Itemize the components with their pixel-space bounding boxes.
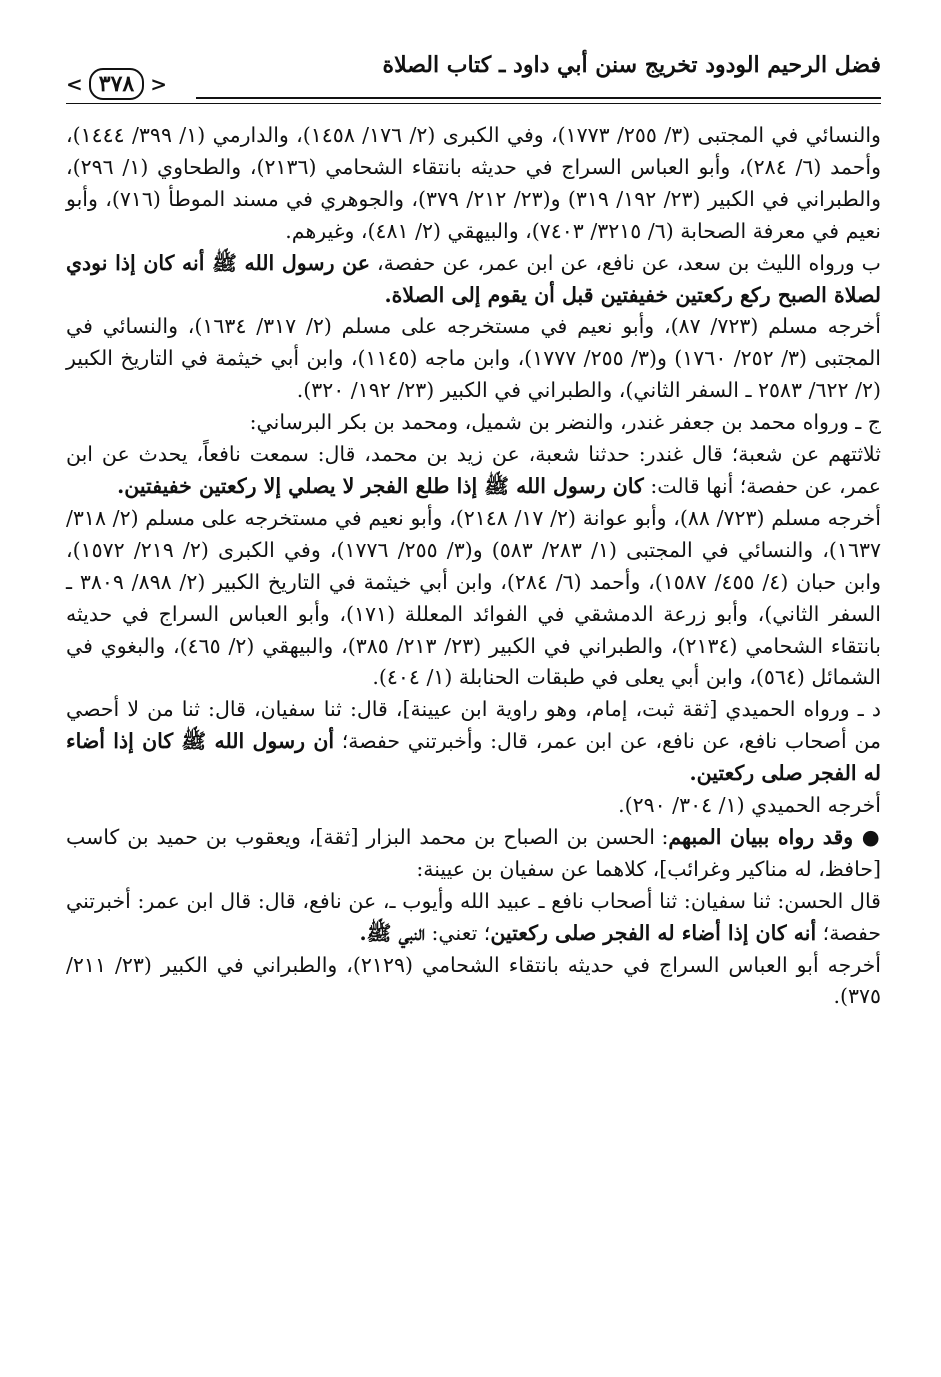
page-header bbox=[66, 52, 881, 102]
paragraph-text: د ـ ورواه الحميدي [ثقة ثبت، إمام، وهو راوية ابن عيينة]، قال: ثنا سفيان، قال: ثنا من لا أحصي من أصحاب نافع، عن نافع، عن ابن عمر، قال: وأخبرتني حفصة؛ bbox=[66, 697, 882, 754]
paragraph-6 bbox=[66, 503, 881, 694]
header-rule-thick bbox=[196, 97, 881, 99]
paragraph-11 bbox=[66, 950, 881, 1014]
paragraph-text: والنسائي في المجتبى (٣/ ٢٥٥/ ١٧٧٣)، وفي الكبرى (٢/ ١٧٦/ ١٤٥٨)، والدارمي (١/ ٣٩٩/ ١٤٤٤)، وأحمد (٦/ ٢٨٤)، وأبو العباس السراج في حديثه بانتقاء الشحامي (٢١٣٦)، والطحاوي (١/ ٢٩٦)، والطبراني في الكبير (٢٣/ ١٩٢/ ٣١٩) و(٢٣/ ٢١٢/ ٣٧٩)، والجوهري في مسند الموطأ (٧١٦)، وأبو نعيم في معرفة الصحابة (٦/ ٣٢١٥/ ٧٤٠٣)، والبيهقي (٢/ ٤٨١)، وغيرهم. bbox=[66, 123, 881, 243]
paragraph-text: أخرجه مسلم (٧٢٣/ ٨٨)، وأبو عوانة (٢/ ١٧/ ٢١٤٨)، وأبو نعيم في مستخرجه على مسلم (٢/ ٣١٨/ ١٦٣٧)، والنسائي في المجتبى (١/ ٢٨٣/ ٥٨٣) و(٣/ ٢٥٥/ ١٧٧٦)، وفي الكبرى (٢/ ٢١٩/ ١٥٧٢)، وابن حبان (٤/ ٤٥٥/ ١٥٨٧)، وأحمد (٦/ ٢٨٤)، وابن أبي خيثمة في التاريخ الكبير (٢/ ٨٩٨/ ٣٨٠٩ ـ السفر الثاني)، وأبو زرعة الدمشقي في الفوائد المعللة (١٧١)، وأبو العباس السراج في حديثه بانتقاء الشحامي (٢١٣٤)، والطبراني في الكبير (٢٣/ ٢١٣/ ٣٨٥)، والبيهقي (٢/ ٤٦٥)، والبغوي في الشمائل (٥٦٤)، وابن أبي يعلى في طبقات الحنابلة (١/ ٤٠٤). bbox=[66, 505, 882, 690]
section-lead-bold: وقد رواه ببيان المبهم bbox=[668, 824, 854, 849]
paragraph-3 bbox=[66, 311, 881, 407]
paragraph-2 bbox=[66, 248, 881, 312]
running-title: فضل الرحيم الودود تخريج سنن أبي داود ـ كتاب الصلاة bbox=[382, 52, 881, 78]
page-body bbox=[66, 120, 881, 1013]
paragraph-text: ج ـ ورواه محمد بن جعفر غندر، والنضر بن شميل، ومحمد بن بكر البرساني: bbox=[249, 410, 881, 435]
paragraph-text: ؛ تعني: bbox=[425, 920, 491, 945]
ornament-bracket-left: < bbox=[66, 72, 83, 96]
paragraph-text: ثلاثتهم عن شعبة؛ قال غندر: حدثنا شعبة، عن زيد بن محمد، قال: سمعت نافعاً، يحدث عن ابن عمر، عن حفصة؛ أنها قالت: bbox=[66, 442, 881, 498]
paragraph-text: قال الحسن: ثنا سفيان: ثنا أصحاب نافع ـ عبيد الله وأيوب ـ، عن نافع، قال: قال ابن عمر: أخبرتني حفصة؛ bbox=[66, 888, 881, 945]
page-number: ٣٧٨ bbox=[89, 68, 144, 100]
paragraph-7 bbox=[66, 694, 881, 790]
paragraph-1 bbox=[66, 120, 881, 248]
ornament-bracket-right: > bbox=[150, 72, 167, 96]
paragraph-text: أخرجه الحميدي (١/ ٣٠٤/ ٢٩٠). bbox=[618, 793, 881, 818]
bullet-icon: ● bbox=[853, 824, 881, 849]
paragraph-text: أخرجه مسلم (٧٢٣/ ٨٧)، وأبو نعيم في مستخرجه على مسلم (٢/ ٣١٧/ ١٦٣٤)، والنسائي في المجتبى (٣/ ٢٥٢/ ١٧٦٠) و(٣/ ٢٥٥/ ١٧٧٧)، وابن ماجه (١١٤٥)، وابن أبي خيثمة في التاريخ الكبير (٢/ ٦٢٢/ ٢٥٨٣ ـ السفر الثاني)، والطبراني في الكبير (٢٣/ ١٩٢/ ٣٢٠). bbox=[66, 314, 881, 403]
hadith-text-bold: أن رسول الله ﷺ كان إذا أضاء له الفجر صلى ركعتين. bbox=[66, 729, 881, 786]
hadith-text-bold: أنه كان إذا أضاء له الفجر صلى ركعتين bbox=[490, 920, 817, 945]
header-rule-thin bbox=[66, 103, 881, 104]
page-number-ornament bbox=[66, 68, 167, 100]
paragraph-5 bbox=[66, 439, 881, 503]
paragraph-4 bbox=[66, 407, 881, 439]
paragraph-text: ب ورواه الليث بن سعد، عن نافع، عن ابن عمر، عن حفصة، bbox=[369, 250, 881, 275]
hadith-text-bold: النبي ﷺ. bbox=[359, 920, 425, 945]
paragraph-text: : الحسن بن الصباح بن محمد البزار [ثقة]، ويعقوب بن حميد بن كاسب [حافظ، له مناكير وغرائب]، كلاهما عن سفيان بن عيينة: bbox=[66, 824, 881, 881]
hadith-text-bold: عن رسول الله ﷺ أنه كان إذا نودي لصلاة الصبح ركع ركعتين خفيفتين قبل أن يقوم إلى الصلاة. bbox=[66, 250, 881, 307]
hadith-text-bold: كان رسول الله ﷺ إذا طلع الفجر لا يصلي إلا ركعتين خفيفتين. bbox=[117, 473, 644, 498]
paragraph-text: أخرجه أبو العباس السراج في حديثه بانتقاء الشحامي (٢١٢٩)، والطبراني في الكبير (٢٣/ ٢١١/ ٣٧٥). bbox=[66, 952, 881, 1009]
paragraph-9 bbox=[66, 822, 881, 886]
paragraph-10 bbox=[66, 886, 881, 950]
paragraph-8 bbox=[66, 790, 881, 822]
